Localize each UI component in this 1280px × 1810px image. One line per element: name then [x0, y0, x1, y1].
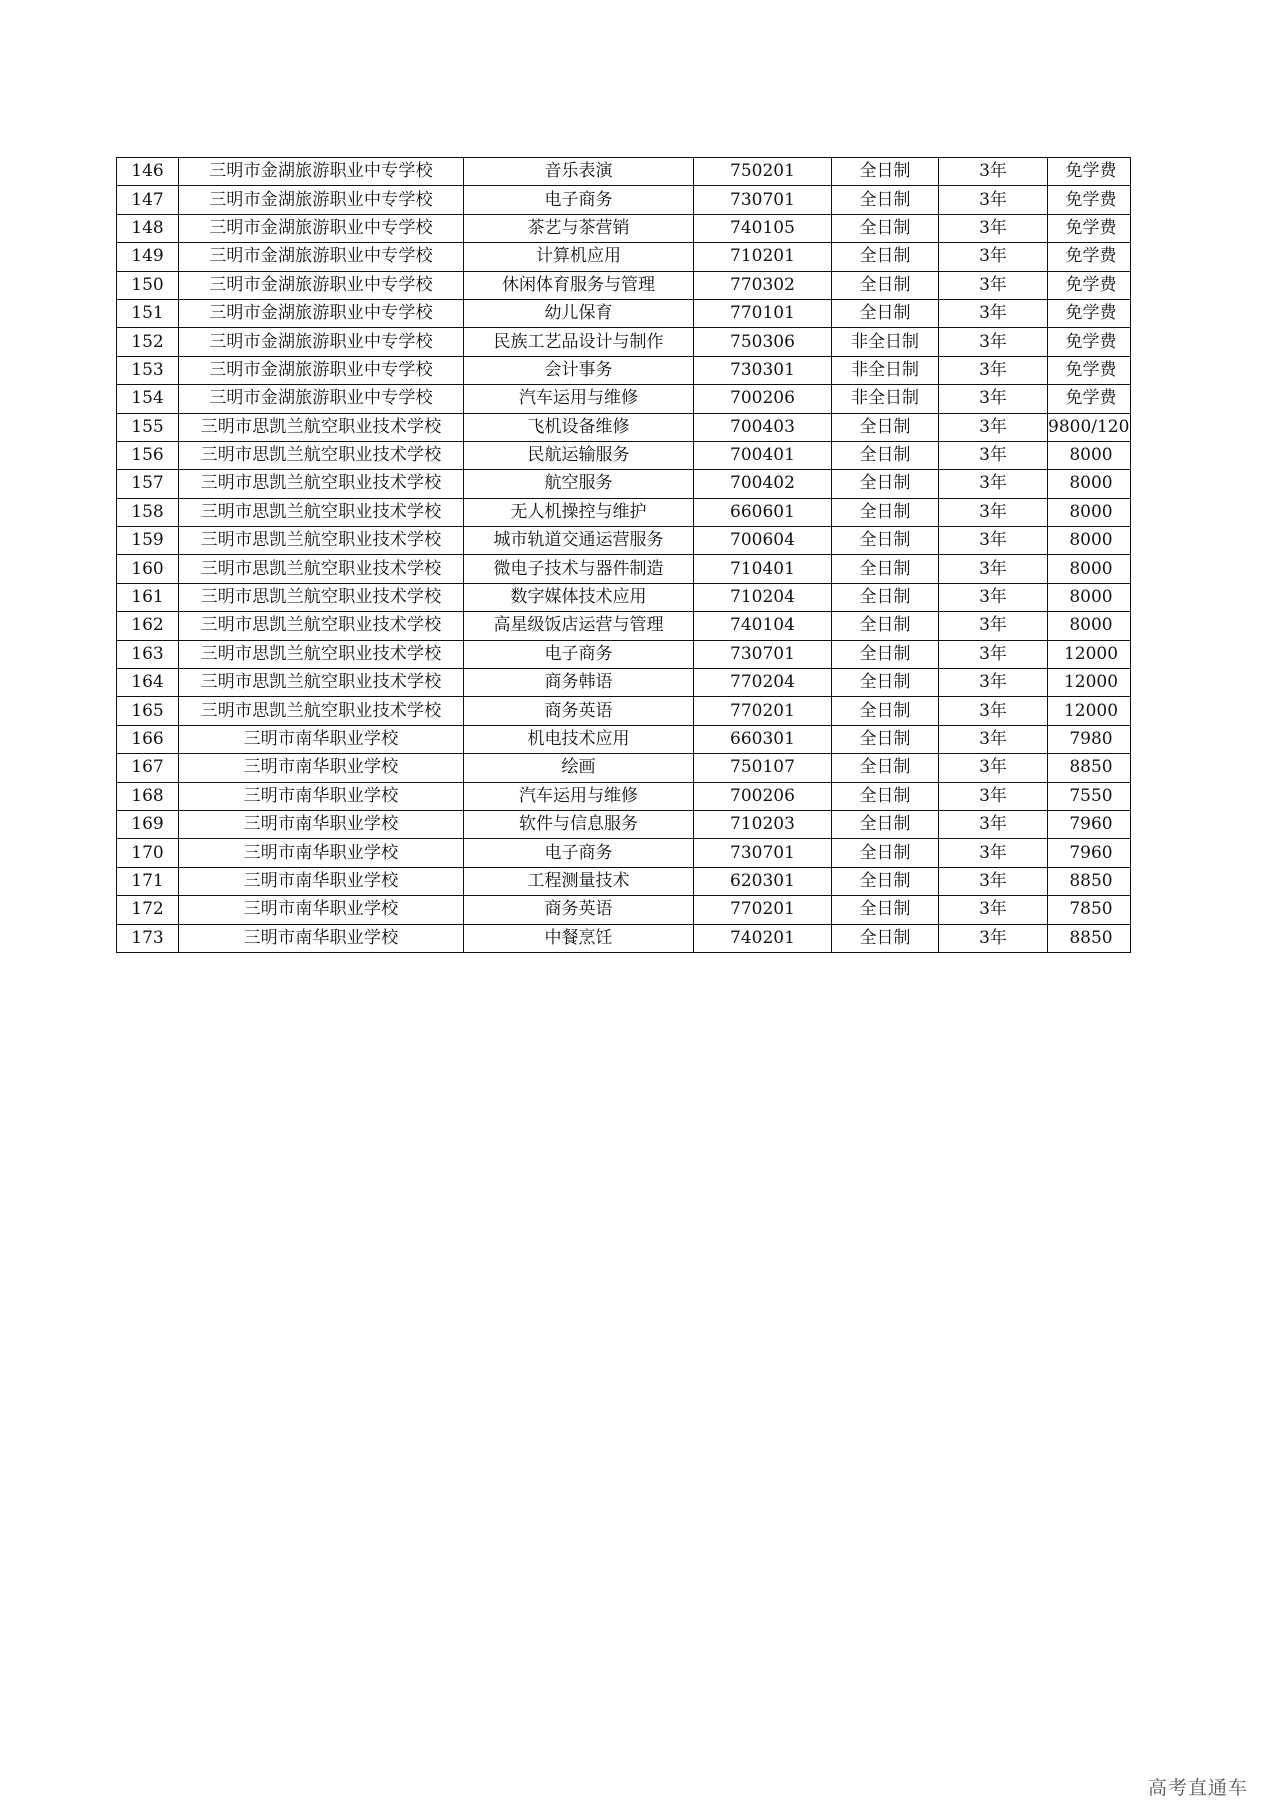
- table-row: [117, 669, 1131, 697]
- duration-cell: 3年: [939, 441, 1048, 469]
- major-code-cell: 700403: [694, 413, 832, 441]
- tuition-fee-text: 7980: [1069, 729, 1113, 749]
- major-name-cell: 幼儿保育: [464, 299, 694, 327]
- tuition-fee-cell: [1048, 555, 1131, 583]
- major-name-cell: 电子商务: [464, 640, 694, 668]
- study-mode-cell: 全日制: [832, 839, 939, 867]
- tuition-fee-cell: [1048, 470, 1131, 498]
- row-number-cell: 148: [117, 214, 179, 242]
- tuition-fee-cell: [1048, 413, 1131, 441]
- major-code-cell: 730701: [694, 186, 832, 214]
- major-code-cell: 750306: [694, 328, 832, 356]
- table-row: [117, 867, 1131, 895]
- study-mode-cell: 全日制: [832, 669, 939, 697]
- row-number-cell: 150: [117, 271, 179, 299]
- major-code-cell: 700604: [694, 527, 832, 555]
- table-row: [117, 697, 1131, 725]
- tuition-fee-cell: [1048, 583, 1131, 611]
- tuition-fee-text: 8850: [1069, 870, 1113, 891]
- table-row: [117, 186, 1131, 214]
- tuition-fee-text: 12000: [1063, 643, 1119, 664]
- table-row: [117, 839, 1131, 867]
- row-number-cell: 154: [117, 385, 179, 413]
- row-number-cell: 161: [117, 583, 179, 611]
- school-name-cell: 三明市思凯兰航空职业技术学校: [179, 612, 464, 640]
- duration-cell: 3年: [939, 612, 1048, 640]
- duration-cell: 3年: [939, 839, 1048, 867]
- major-name-cell: 机电技术应用: [464, 725, 694, 753]
- school-name-cell: 三明市金湖旅游职业中专学校: [179, 271, 464, 299]
- study-mode-cell: 全日制: [832, 214, 939, 242]
- table-row: [117, 385, 1131, 413]
- tuition-fee-text: 免学费: [1065, 189, 1117, 210]
- school-name-cell: 三明市思凯兰航空职业技术学校: [179, 583, 464, 611]
- school-name-cell: 三明市南华职业学校: [179, 867, 464, 895]
- tuition-fee-text: 免学费: [1065, 388, 1117, 409]
- major-name-cell: 飞机设备维修: [464, 413, 694, 441]
- table-row: [117, 328, 1131, 356]
- school-name-cell: 三明市思凯兰航空职业技术学校: [179, 697, 464, 725]
- table-row: [117, 555, 1131, 583]
- tuition-fee-cell: [1048, 299, 1131, 327]
- major-name-cell: 商务英语: [464, 697, 694, 725]
- row-number-cell: 157: [117, 470, 179, 498]
- duration-cell: 3年: [939, 413, 1048, 441]
- tuition-fee-text: 免学费: [1065, 303, 1117, 324]
- school-name-cell: 三明市金湖旅游职业中专学校: [179, 356, 464, 384]
- tuition-fee-cell: [1048, 810, 1131, 838]
- tuition-fee-text: 免学费: [1065, 246, 1117, 267]
- tuition-fee-cell: [1048, 441, 1131, 469]
- tuition-fee-text: 7550: [1069, 785, 1113, 806]
- row-number-cell: 160: [117, 555, 179, 583]
- tuition-fee-text: 8000: [1069, 615, 1113, 636]
- major-code-cell: 770101: [694, 299, 832, 327]
- row-number-cell: 164: [117, 669, 179, 697]
- major-code-cell: 770302: [694, 271, 832, 299]
- school-name-cell: 三明市南华职业学校: [179, 924, 464, 952]
- tuition-fee-cell: [1048, 498, 1131, 526]
- duration-cell: 3年: [939, 385, 1048, 413]
- major-code-cell: 740201: [694, 924, 832, 952]
- table-row: [117, 498, 1131, 526]
- duration-cell: 3年: [939, 214, 1048, 242]
- major-name-cell: 会计事务: [464, 356, 694, 384]
- study-mode-cell: 全日制: [832, 867, 939, 895]
- tuition-fee-text: 8000: [1069, 587, 1113, 608]
- major-name-cell: 计算机应用: [464, 243, 694, 271]
- study-mode-cell: 全日制: [832, 697, 939, 725]
- study-mode-cell: 全日制: [832, 186, 939, 214]
- study-mode-cell: 全日制: [832, 158, 939, 186]
- table-row: [117, 754, 1131, 782]
- major-name-cell: 高星级饭店运营与管理: [464, 612, 694, 640]
- study-mode-cell: 全日制: [832, 924, 939, 952]
- tuition-fee-text: 7850: [1069, 899, 1113, 920]
- duration-cell: 3年: [939, 867, 1048, 895]
- study-mode-cell: 全日制: [832, 754, 939, 782]
- major-code-cell: 710204: [694, 583, 832, 611]
- duration-cell: 3年: [939, 725, 1048, 753]
- major-code-cell: 700206: [694, 385, 832, 413]
- major-name-cell: 电子商务: [464, 186, 694, 214]
- major-name-cell: 音乐表演: [464, 158, 694, 186]
- duration-cell: 3年: [939, 470, 1048, 498]
- study-mode-cell: 全日制: [832, 271, 939, 299]
- table-row: [117, 413, 1131, 441]
- duration-cell: 3年: [939, 158, 1048, 186]
- row-number-cell: 173: [117, 924, 179, 952]
- major-name-cell: 民族工艺品设计与制作: [464, 328, 694, 356]
- row-number-cell: 163: [117, 640, 179, 668]
- duration-cell: 3年: [939, 243, 1048, 271]
- major-code-cell: 700402: [694, 470, 832, 498]
- major-name-cell: 商务英语: [464, 896, 694, 924]
- school-name-cell: 三明市南华职业学校: [179, 839, 464, 867]
- tuition-fee-text: 7960: [1069, 842, 1113, 863]
- tuition-fee-text: 免学费: [1065, 161, 1117, 182]
- duration-cell: 3年: [939, 186, 1048, 214]
- major-name-cell: 民航运输服务: [464, 441, 694, 469]
- tuition-fee-cell: [1048, 754, 1131, 782]
- major-code-cell: 700206: [694, 782, 832, 810]
- tuition-fee-text: 9800/120: [1048, 416, 1130, 437]
- major-name-cell: 茶艺与茶营销: [464, 214, 694, 242]
- table-row: [117, 214, 1131, 242]
- tuition-fee-cell: [1048, 924, 1131, 952]
- school-name-cell: 三明市思凯兰航空职业技术学校: [179, 527, 464, 555]
- row-number-cell: 152: [117, 328, 179, 356]
- school-name-cell: 三明市南华职业学校: [179, 810, 464, 838]
- table-row: [117, 583, 1131, 611]
- tuition-fee-cell: [1048, 896, 1131, 924]
- tuition-fee-text: 免学费: [1065, 331, 1117, 352]
- school-name-cell: 三明市南华职业学校: [179, 725, 464, 753]
- tuition-fee-text: 8000: [1069, 530, 1113, 551]
- table-row: [117, 782, 1131, 810]
- table-row: [117, 243, 1131, 271]
- study-mode-cell: 全日制: [832, 810, 939, 838]
- major-code-cell: 710401: [694, 555, 832, 583]
- row-number-cell: 171: [117, 867, 179, 895]
- tuition-fee-text: 8000: [1069, 445, 1113, 466]
- major-name-cell: 绘画: [464, 754, 694, 782]
- school-name-cell: 三明市思凯兰航空职业技术学校: [179, 441, 464, 469]
- table-row: [117, 924, 1131, 952]
- major-name-cell: 汽车运用与维修: [464, 385, 694, 413]
- tuition-fee-text: 12000: [1063, 700, 1119, 721]
- row-number-cell: 155: [117, 413, 179, 441]
- row-number-cell: 165: [117, 697, 179, 725]
- tuition-fee-text: 8850: [1069, 927, 1113, 948]
- row-number-cell: 162: [117, 612, 179, 640]
- table-row: [117, 441, 1131, 469]
- major-code-cell: 710203: [694, 810, 832, 838]
- tuition-fee-text: 8000: [1069, 473, 1113, 494]
- duration-cell: 3年: [939, 697, 1048, 725]
- table-row: [117, 470, 1131, 498]
- tuition-fee-cell: [1048, 158, 1131, 186]
- table-row: [117, 612, 1131, 640]
- table-row: [117, 299, 1131, 327]
- school-name-cell: 三明市金湖旅游职业中专学校: [179, 186, 464, 214]
- major-code-cell: 770201: [694, 896, 832, 924]
- row-number-cell: 170: [117, 839, 179, 867]
- duration-cell: 3年: [939, 356, 1048, 384]
- row-number-cell: 147: [117, 186, 179, 214]
- tuition-fee-cell: [1048, 271, 1131, 299]
- duration-cell: 3年: [939, 782, 1048, 810]
- major-name-cell: 数字媒体技术应用: [464, 583, 694, 611]
- tuition-fee-text: 免学费: [1065, 359, 1117, 380]
- watermark-text: 高考直通车: [1148, 1777, 1249, 1799]
- table-row: [117, 725, 1131, 753]
- major-code-cell: 660601: [694, 498, 832, 526]
- school-name-cell: 三明市思凯兰航空职业技术学校: [179, 555, 464, 583]
- major-code-cell: 710201: [694, 243, 832, 271]
- row-number-cell: 149: [117, 243, 179, 271]
- duration-cell: 3年: [939, 583, 1048, 611]
- tuition-fee-cell: [1048, 385, 1131, 413]
- study-mode-cell: 非全日制: [832, 328, 939, 356]
- school-name-cell: 三明市金湖旅游职业中专学校: [179, 328, 464, 356]
- study-mode-cell: 全日制: [832, 299, 939, 327]
- duration-cell: 3年: [939, 924, 1048, 952]
- enrollment-table: [116, 157, 1131, 953]
- tuition-fee-cell: [1048, 867, 1131, 895]
- major-name-cell: 微电子技术与器件制造: [464, 555, 694, 583]
- study-mode-cell: 全日制: [832, 527, 939, 555]
- major-code-cell: 620301: [694, 867, 832, 895]
- major-name-cell: 中餐烹饪: [464, 924, 694, 952]
- major-code-cell: 730701: [694, 839, 832, 867]
- tuition-fee-text: 8000: [1069, 501, 1113, 522]
- tuition-fee-cell: [1048, 839, 1131, 867]
- major-name-cell: 汽车运用与维修: [464, 782, 694, 810]
- tuition-fee-text: 免学费: [1065, 274, 1117, 295]
- major-code-cell: 740104: [694, 612, 832, 640]
- study-mode-cell: 非全日制: [832, 385, 939, 413]
- study-mode-cell: 全日制: [832, 555, 939, 583]
- duration-cell: 3年: [939, 896, 1048, 924]
- school-name-cell: 三明市思凯兰航空职业技术学校: [179, 470, 464, 498]
- table-row: [117, 271, 1131, 299]
- major-code-cell: 750201: [694, 158, 832, 186]
- tuition-fee-cell: [1048, 697, 1131, 725]
- table-row: [117, 896, 1131, 924]
- tuition-fee-cell: [1048, 669, 1131, 697]
- major-code-cell: 770204: [694, 669, 832, 697]
- study-mode-cell: 全日制: [832, 640, 939, 668]
- duration-cell: 3年: [939, 498, 1048, 526]
- tuition-fee-cell: [1048, 186, 1131, 214]
- study-mode-cell: 全日制: [832, 612, 939, 640]
- study-mode-cell: 全日制: [832, 413, 939, 441]
- school-name-cell: 三明市南华职业学校: [179, 754, 464, 782]
- row-number-cell: 156: [117, 441, 179, 469]
- row-number-cell: 146: [117, 158, 179, 186]
- school-name-cell: 三明市南华职业学校: [179, 896, 464, 924]
- tuition-fee-text: 7960: [1069, 814, 1113, 835]
- tuition-fee-text: 免学费: [1065, 217, 1117, 238]
- tuition-fee-cell: [1048, 243, 1131, 271]
- table-row: [117, 527, 1131, 555]
- school-name-cell: 三明市金湖旅游职业中专学校: [179, 385, 464, 413]
- row-number-cell: 158: [117, 498, 179, 526]
- tuition-fee-cell: [1048, 214, 1131, 242]
- tuition-fee-cell: [1048, 527, 1131, 555]
- duration-cell: 3年: [939, 555, 1048, 583]
- tuition-fee-cell: [1048, 782, 1131, 810]
- duration-cell: 3年: [939, 640, 1048, 668]
- school-name-cell: 三明市南华职业学校: [179, 782, 464, 810]
- row-number-cell: 159: [117, 527, 179, 555]
- duration-cell: 3年: [939, 328, 1048, 356]
- major-name-cell: 商务韩语: [464, 669, 694, 697]
- major-name-cell: 航空服务: [464, 470, 694, 498]
- school-name-cell: 三明市金湖旅游职业中专学校: [179, 243, 464, 271]
- school-name-cell: 三明市思凯兰航空职业技术学校: [179, 640, 464, 668]
- school-name-cell: 三明市思凯兰航空职业技术学校: [179, 413, 464, 441]
- row-number-cell: 151: [117, 299, 179, 327]
- study-mode-cell: 全日制: [832, 498, 939, 526]
- row-number-cell: 168: [117, 782, 179, 810]
- school-name-cell: 三明市金湖旅游职业中专学校: [179, 299, 464, 327]
- major-code-cell: 770201: [694, 697, 832, 725]
- study-mode-cell: 全日制: [832, 725, 939, 753]
- row-number-cell: 172: [117, 896, 179, 924]
- table-row: [117, 640, 1131, 668]
- tuition-fee-text: 8850: [1069, 757, 1113, 778]
- major-name-cell: 软件与信息服务: [464, 810, 694, 838]
- major-code-cell: 730301: [694, 356, 832, 384]
- major-code-cell: 740105: [694, 214, 832, 242]
- duration-cell: 3年: [939, 810, 1048, 838]
- major-code-cell: 660301: [694, 725, 832, 753]
- major-name-cell: 休闲体育服务与管理: [464, 271, 694, 299]
- table-row: [117, 158, 1131, 186]
- major-code-cell: 750107: [694, 754, 832, 782]
- tuition-fee-text: 12000: [1063, 672, 1119, 693]
- study-mode-cell: 全日制: [832, 782, 939, 810]
- row-number-cell: 153: [117, 356, 179, 384]
- tuition-fee-cell: [1048, 356, 1131, 384]
- duration-cell: 3年: [939, 669, 1048, 697]
- major-name-cell: 电子商务: [464, 839, 694, 867]
- school-name-cell: 三明市思凯兰航空职业技术学校: [179, 669, 464, 697]
- tuition-fee-cell: [1048, 328, 1131, 356]
- study-mode-cell: 全日制: [832, 583, 939, 611]
- table-body: [117, 158, 1131, 953]
- school-name-cell: 三明市思凯兰航空职业技术学校: [179, 498, 464, 526]
- tuition-fee-cell: [1048, 612, 1131, 640]
- study-mode-cell: 全日制: [832, 243, 939, 271]
- duration-cell: 3年: [939, 271, 1048, 299]
- row-number-cell: 169: [117, 810, 179, 838]
- study-mode-cell: 全日制: [832, 441, 939, 469]
- school-name-cell: 三明市金湖旅游职业中专学校: [179, 158, 464, 186]
- study-mode-cell: 非全日制: [832, 356, 939, 384]
- major-code-cell: 700401: [694, 441, 832, 469]
- duration-cell: 3年: [939, 754, 1048, 782]
- duration-cell: 3年: [939, 299, 1048, 327]
- major-code-cell: 730701: [694, 640, 832, 668]
- study-mode-cell: 全日制: [832, 470, 939, 498]
- table-row: [117, 356, 1131, 384]
- row-number-cell: 166: [117, 725, 179, 753]
- row-number-cell: 167: [117, 754, 179, 782]
- table-row: [117, 810, 1131, 838]
- major-name-cell: 无人机操控与维护: [464, 498, 694, 526]
- tuition-fee-cell: [1048, 725, 1131, 753]
- school-name-cell: 三明市金湖旅游职业中专学校: [179, 214, 464, 242]
- duration-cell: 3年: [939, 527, 1048, 555]
- major-name-cell: 城市轨道交通运营服务: [464, 527, 694, 555]
- tuition-fee-text: 8000: [1069, 558, 1113, 579]
- major-name-cell: 工程测量技术: [464, 867, 694, 895]
- study-mode-cell: 全日制: [832, 896, 939, 924]
- tuition-fee-cell: [1048, 640, 1131, 668]
